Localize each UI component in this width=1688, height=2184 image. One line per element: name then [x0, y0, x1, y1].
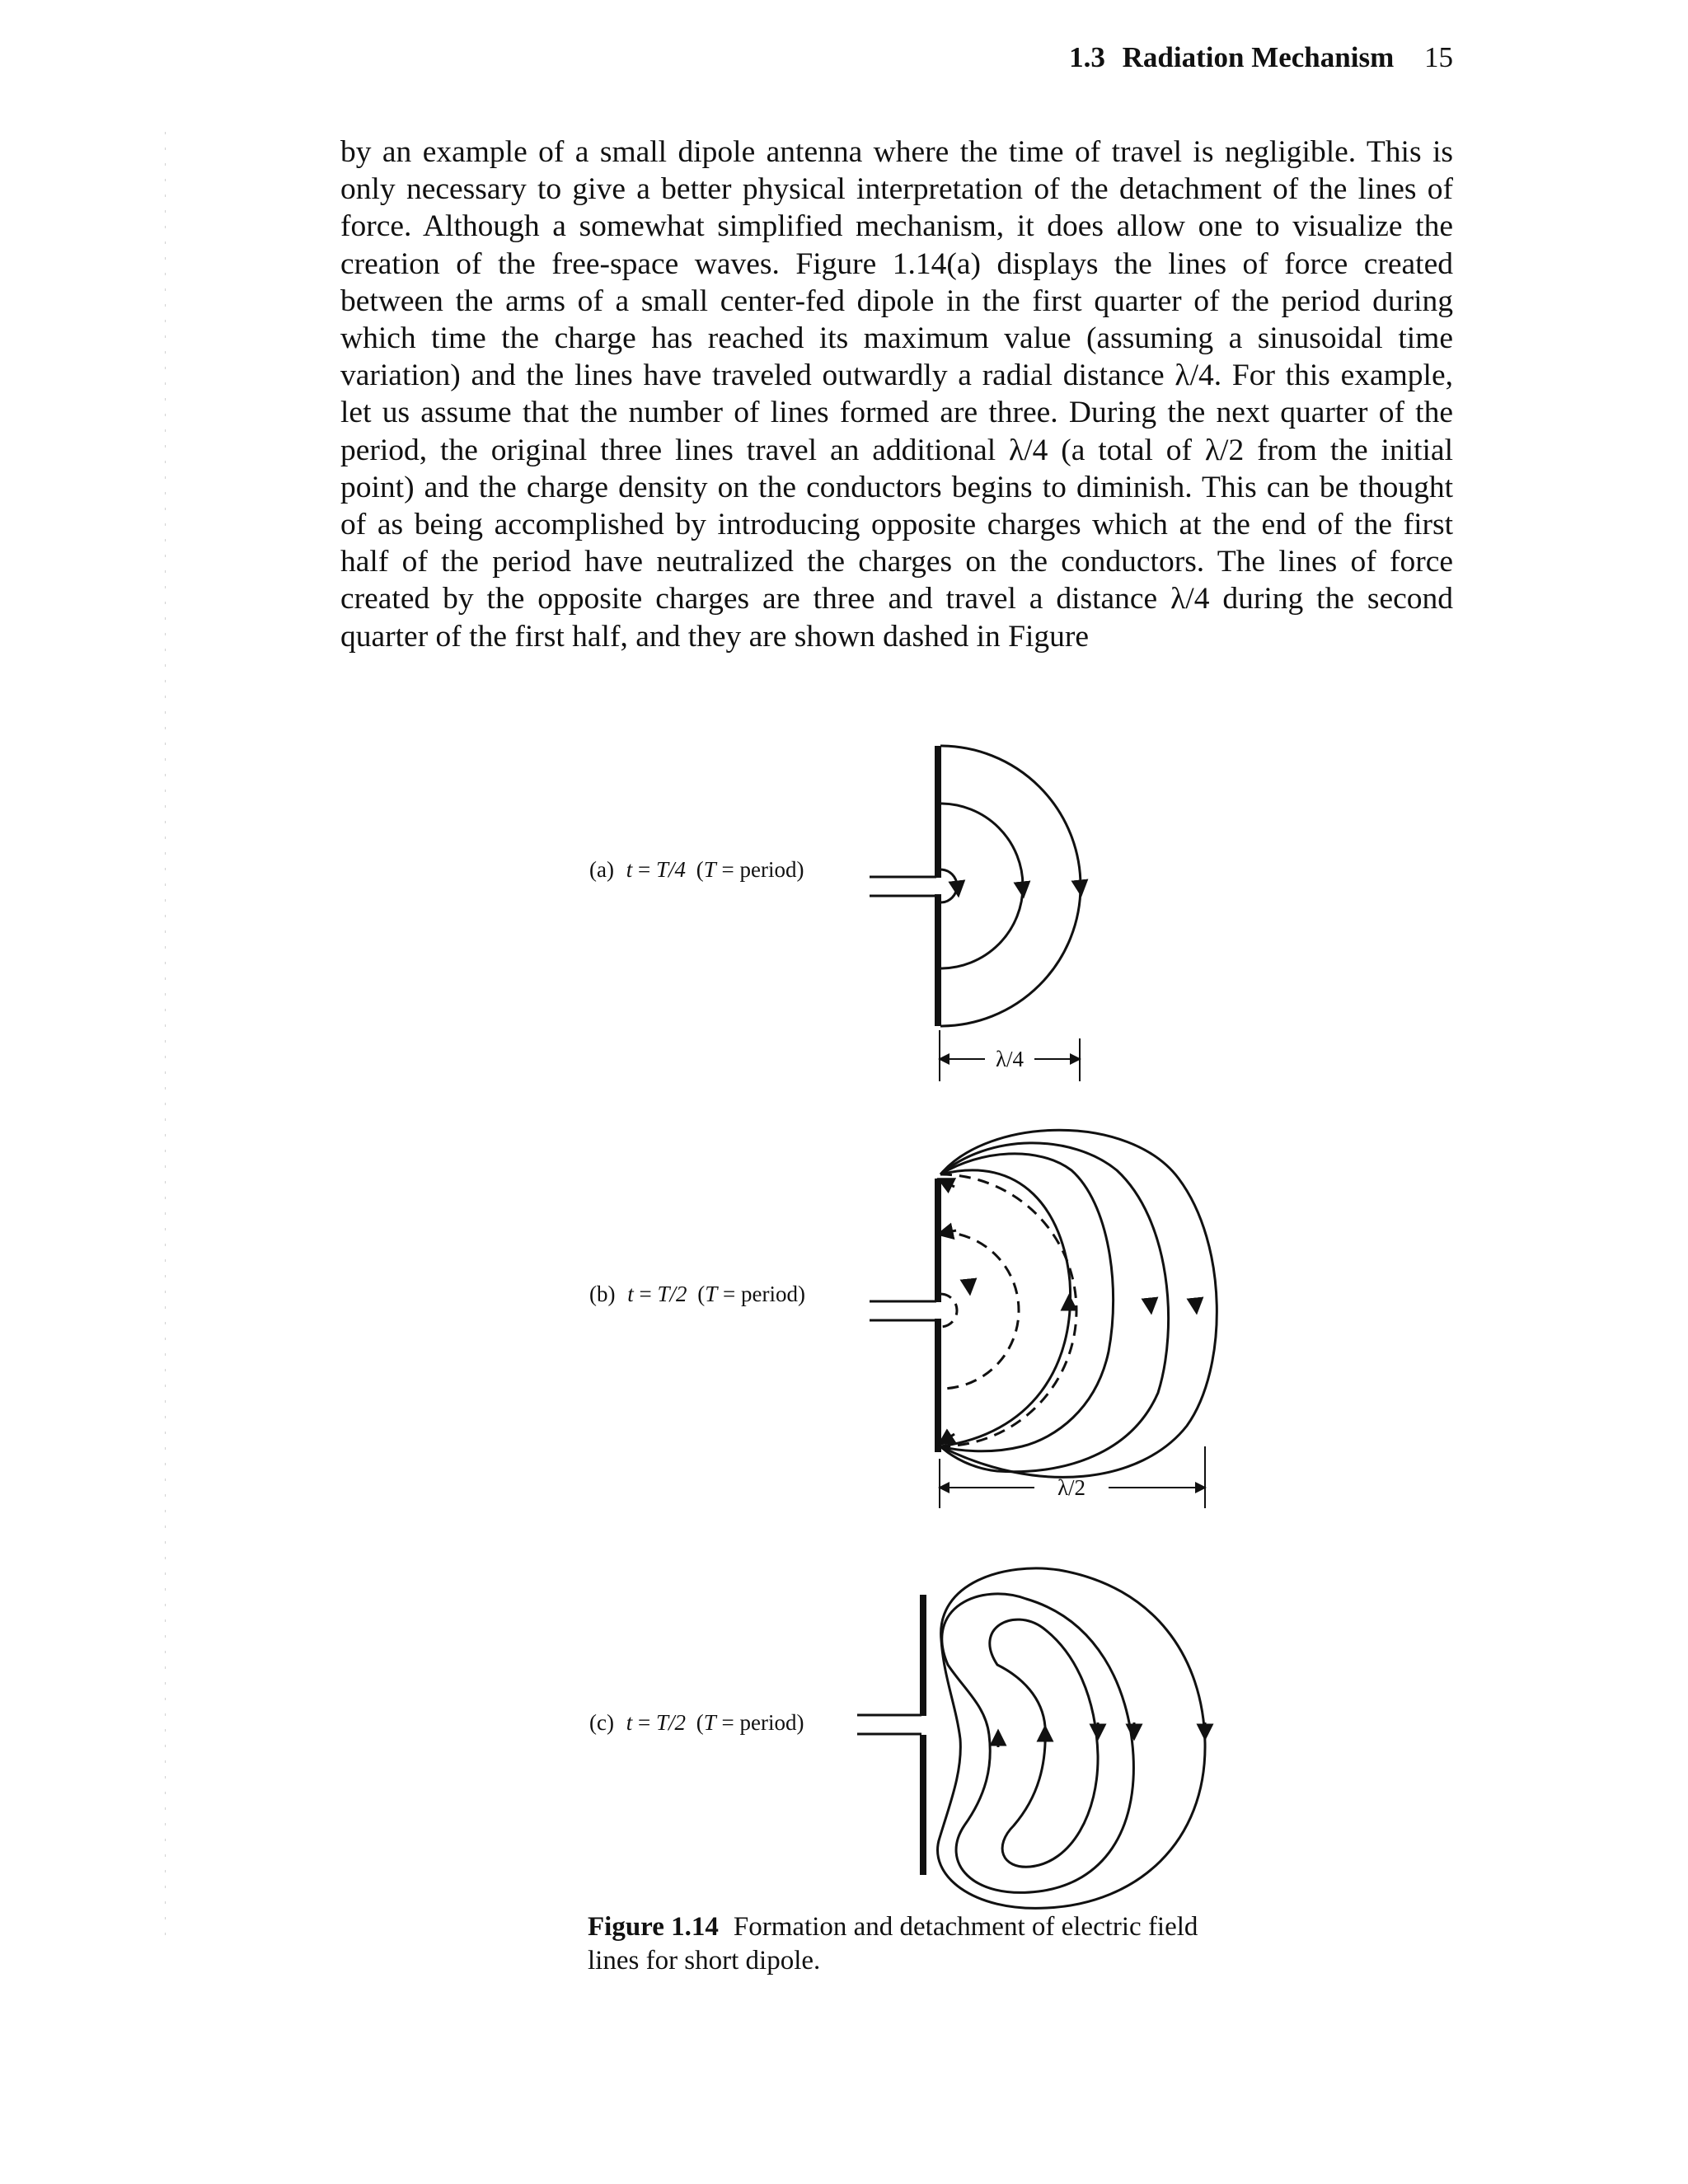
panel-b-diagram — [870, 1130, 1217, 1508]
panel-c-t-var: t — [626, 1710, 633, 1735]
panel-c-diagram — [857, 1568, 1205, 1908]
panel-c-closed-loops — [938, 1568, 1205, 1908]
figure-caption — [588, 1910, 1247, 1978]
panel-a-paren: ( — [696, 857, 704, 882]
panel-b-tag: (b) — [589, 1282, 616, 1306]
panel-a-t-var: t — [626, 857, 633, 882]
page-number: 15 — [1424, 41, 1453, 73]
caption-text: Formation and detachment of electric field lines for short dipole. — [588, 1912, 1198, 1975]
panel-a-tag: (a) — [589, 857, 614, 882]
panel-c-paren: ( — [696, 1710, 704, 1735]
panel-c-T-var: T — [703, 1710, 716, 1735]
panel-a-eq: = — [637, 857, 651, 882]
panel-b-dashed-lines — [940, 1174, 1076, 1446]
panel-b-t-var: t — [627, 1282, 634, 1306]
panel-c-dipole — [857, 1595, 923, 1875]
panel-b-period: = period) — [723, 1282, 805, 1306]
panel-b-eq: = — [639, 1282, 652, 1306]
panel-a-dimension-label: λ/4 — [995, 1047, 1025, 1071]
panel-c-tag: (c) — [589, 1710, 614, 1735]
panel-a-T-var: T — [703, 857, 716, 882]
panel-a-period: = period) — [721, 857, 804, 882]
caption-figure-number: Figure 1.14 — [588, 1912, 719, 1942]
body-paragraph: by an example of a small dipole antenna where the time of travel is negligible. This is only necessary to give a better physical interpretation of the detachment of the lines of force. Although a somewhat simplified mechanism, it does allow one to visualize the creation of the free-space waves. Figure 1.14(a) displays the lines of force created between the arms of a small center-fed dipole in the first quarter of the period during which time the charge has reached its maximum value (assuming a sinusoidal time variation) and the lines have traveled outwardly a radial distance λ/4. For this example, let us assume that the number of lines formed are three. During the next quarter of the period, the original three lines travel an additional λ/4 (a total of λ/2 from the initial point) and the charge density on the conductors begins to diminish. This can be thought of as being accomplished by introducing opposite charges which at the end of the first half of the period have neutralized the charges on the conductors. The lines of force created by the opposite charges are three and travel a distance λ/4 during the second quarter of the first half, and they are shown dashed in Figure — [340, 135, 1453, 654]
panel-c-period: = period) — [721, 1710, 804, 1735]
panel-c-eq: = — [637, 1710, 651, 1735]
panel-a-time: T/4 — [655, 857, 686, 882]
header-section-number: 1.3 — [1069, 41, 1105, 73]
panel-b-dipole — [870, 1179, 938, 1452]
panel-a-field-lines — [940, 746, 1081, 1026]
header-section-title: Radiation Mechanism — [1122, 41, 1395, 73]
panel-a-diagram — [870, 746, 1081, 1081]
panel-b-dimension-label: λ/2 — [1057, 1475, 1086, 1500]
panel-c-time: T/2 — [655, 1710, 686, 1735]
panel-b-paren: ( — [697, 1282, 706, 1306]
panel-b-T-var: T — [705, 1282, 718, 1306]
panel-a-dipole — [870, 746, 938, 1026]
panel-b-time: T/2 — [657, 1282, 687, 1306]
